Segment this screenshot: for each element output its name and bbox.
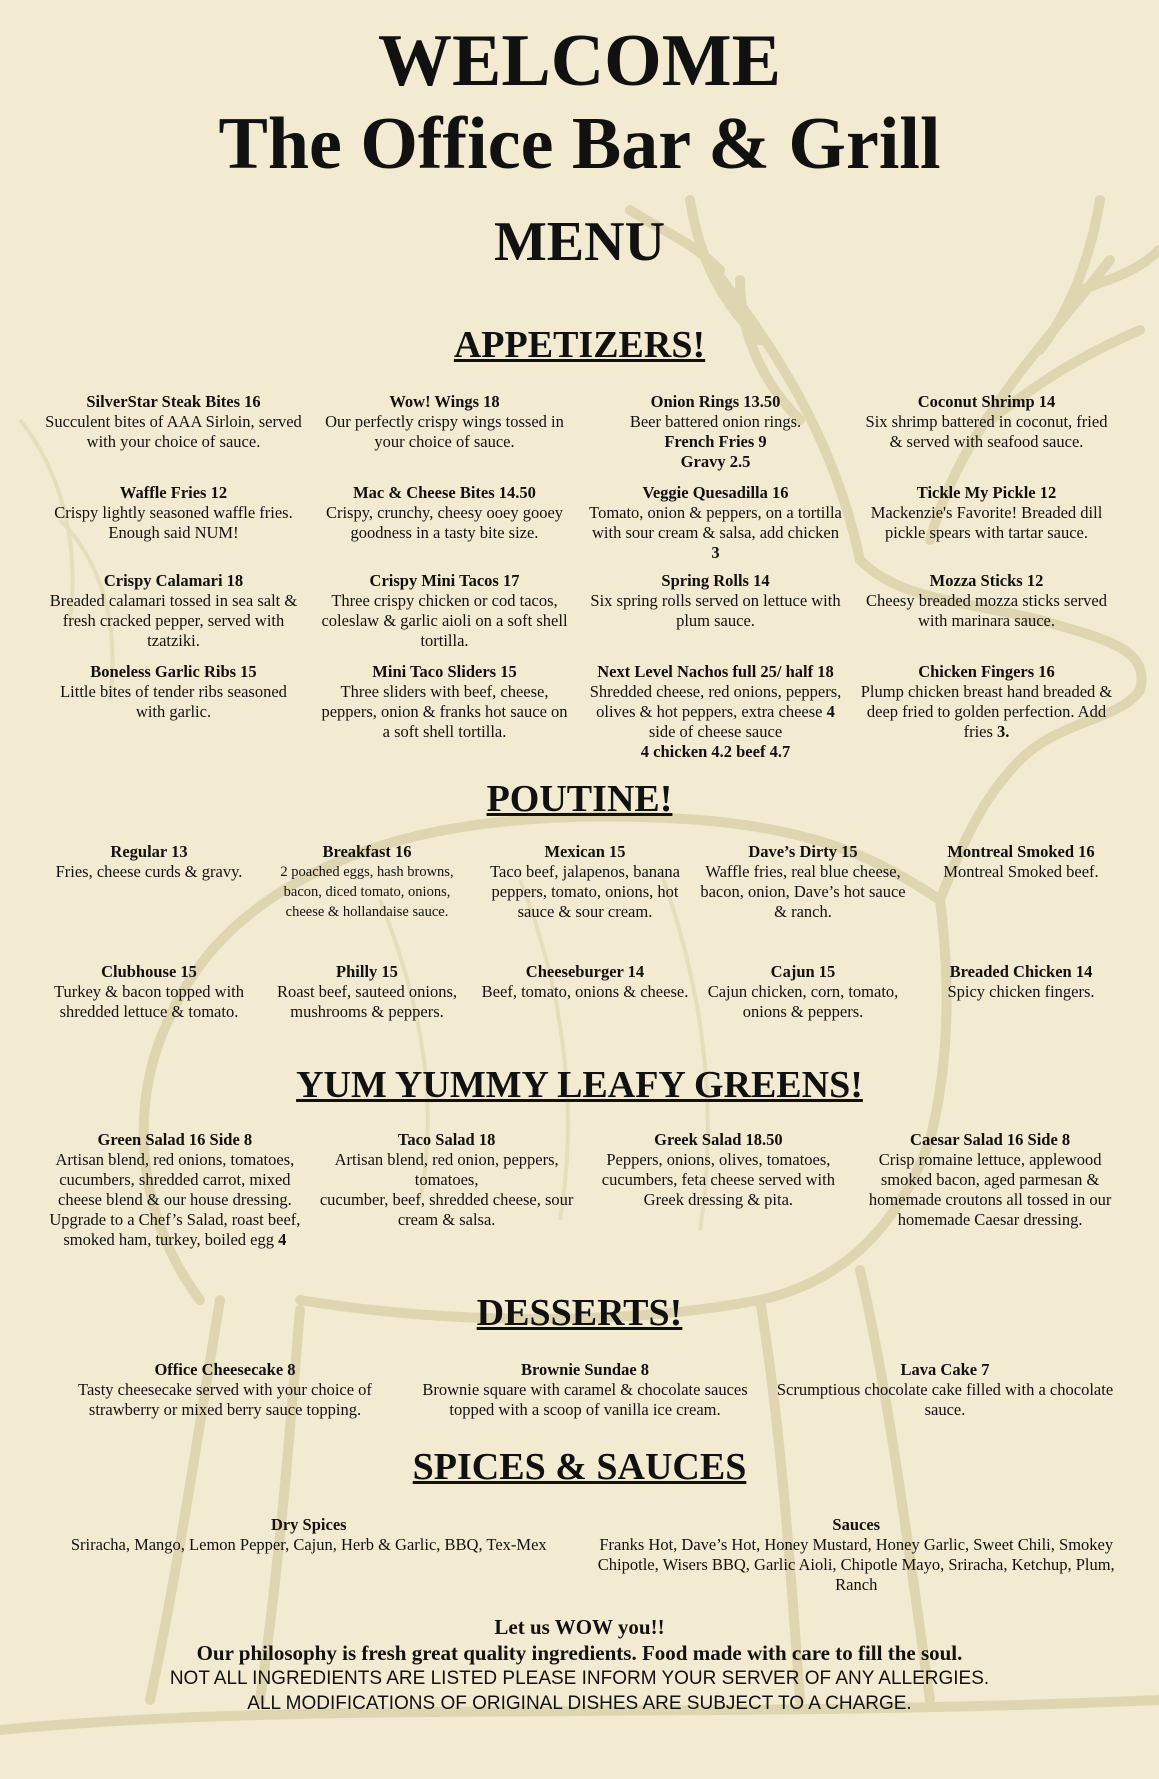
item-name: Cajun 15 <box>770 962 836 981</box>
item-description: Beer battered onion rings. <box>629 412 802 431</box>
item-name: Green Salad 16 Side 8 <box>97 1130 253 1149</box>
item-description: Three sliders with beef, cheese, peppers, onion & franks hot sauce on a soft shell tortilla. <box>321 682 568 741</box>
item-description: Scrumptious chocolate cake filled with a chocolate sauce. <box>776 1380 1114 1419</box>
item-description: Our perfectly crispy wings tossed in your choice of sauce. <box>325 412 564 451</box>
menu-item <box>317 1130 577 1250</box>
item-name: Cheeseburger 14 <box>525 962 645 981</box>
item-name: Crispy Calamari 18 <box>103 571 244 590</box>
item-name: Chicken Fingers 16 <box>918 662 1055 681</box>
menu-item <box>45 483 302 571</box>
item-name: Crispy Mini Tacos 17 <box>369 571 520 590</box>
item-name: Regular 13 <box>110 842 188 861</box>
item-price-note: 4 <box>826 702 835 721</box>
poutine-title: POUTINE! <box>486 778 673 820</box>
menu-item <box>858 483 1115 571</box>
menu-item <box>775 1360 1115 1420</box>
item-name: Philly 15 <box>336 962 398 981</box>
menu-item <box>45 962 253 1052</box>
appetizers-title: APPETIZERS! <box>453 324 706 366</box>
item-description: Brownie square with caramel & chocolate sauces topped with a scoop of vanilla ice cream. <box>422 1380 748 1419</box>
menu-item <box>263 842 471 962</box>
menu-item <box>263 962 471 1052</box>
menu-item <box>45 392 302 483</box>
item-name: SilverStar Steak Bites 16 <box>86 392 261 411</box>
item-description: Crisp romaine lettuce, applewood smoked bacon, aged parmesan & homemade croutons all tossed in our homemade Caesar dressing. <box>868 1150 1112 1229</box>
item-name: Mexican 15 <box>544 842 626 861</box>
item-name: Dave’s Dirty 15 <box>748 842 858 861</box>
item-name: Spring Rolls 14 <box>661 571 770 590</box>
item-name: Waffle Fries 12 <box>119 483 228 502</box>
item-name: Boneless Garlic Ribs 15 <box>90 662 257 681</box>
item-name: Caesar Salad 16 Side 8 <box>910 1130 1071 1149</box>
menu-item <box>316 483 573 571</box>
item-description: Plump chicken breast hand breaded & deep fried to golden perfection. Add fries <box>860 682 1113 741</box>
menu-item <box>860 1130 1120 1250</box>
item-name: Tickle My Pickle 12 <box>916 483 1057 502</box>
menu-item <box>917 842 1125 962</box>
menu-item <box>316 571 573 662</box>
item-description: Breaded calamari tossed in sea salt & fresh cracked pepper, served with tzatziki. <box>49 591 298 650</box>
desserts-title: DESSERTS! <box>476 1292 683 1334</box>
footer-philosophy: Our philosophy is fresh great quality ingredients. Food made with care to fill the soul. <box>196 1641 963 1665</box>
menu-item <box>587 662 844 761</box>
spice-group <box>45 1515 573 1595</box>
greens-grid <box>45 1130 1120 1250</box>
item-name: Onion Rings 13.50 <box>650 392 781 411</box>
item-name: Breakfast 16 <box>322 842 412 861</box>
item-description: Mackenzie's Favorite! Breaded dill pickle spears with tartar sauce. <box>870 503 1103 542</box>
item-extra: French Fries 9 <box>664 432 767 451</box>
menu-title: MENU <box>493 211 666 273</box>
item-description: Spicy chicken fingers. <box>947 982 1095 1001</box>
item-name: Greek Salad 18.50 <box>654 1130 783 1149</box>
welcome-heading: WELCOME <box>378 20 781 102</box>
item-description: Turkey & bacon topped with shredded lettuce & tomato. <box>53 982 245 1021</box>
item-name: Veggie Quesadilla 16 <box>642 483 789 502</box>
desserts-grid <box>55 1360 1115 1420</box>
item-name: Sauces <box>832 1515 881 1534</box>
item-description: Cheesy breaded mozza sticks served with marinara sauce. <box>866 591 1107 630</box>
item-description: Montreal Smoked beef. <box>943 862 1099 881</box>
item-description: Succulent bites of AAA Sirloin, served with your choice of sauce. <box>45 412 302 451</box>
header <box>0 20 1159 186</box>
menu-item <box>45 662 302 758</box>
item-price-note: 3 <box>711 543 720 562</box>
greens-title: YUM YUMMY LEAFY GREENS! <box>296 1064 863 1106</box>
item-description: Crispy, crunchy, cheesy ooey gooey goodness in a tasty bite size. <box>325 503 564 542</box>
item-description: Peppers, onions, olives, tomatoes, cucumbers, feta cheese served with Greek dressing & pita. <box>601 1150 835 1209</box>
item-name: Montreal Smoked 16 <box>947 842 1095 861</box>
menu-item <box>587 571 844 662</box>
item-extra: 4 chicken 4.2 beef 4.7 <box>640 742 791 761</box>
item-description: 2 poached eggs, hash browns, bacon, diced tomato, onions, cheese & hollandaise sauce. <box>280 864 454 920</box>
item-name: Coconut Shrimp 14 <box>917 392 1056 411</box>
menu-item <box>858 571 1115 662</box>
menu-item <box>917 962 1125 1052</box>
item-name: Brownie Sundae 8 <box>520 1360 650 1379</box>
item-description: Six spring rolls served on lettuce with plum sauce. <box>590 591 841 630</box>
menu-item <box>316 392 573 483</box>
menu-item <box>45 571 302 662</box>
menu-item <box>589 1130 849 1250</box>
menu-item <box>45 1130 305 1250</box>
item-description: Crispy lightly seasoned waffle fries. Enough said NUM! <box>54 503 293 542</box>
item-description: Roast beef, sauteed onions, mushrooms & peppers. <box>276 982 458 1021</box>
footer <box>0 1614 1159 1716</box>
item-description: Tasty cheesecake served with your choice of strawberry or mixed berry sauce topping. <box>78 1380 372 1419</box>
item-name: Mini Taco Sliders 15 <box>372 662 517 681</box>
item-description-cont: cucumber, beef, shredded cheese, sour cream & salsa. <box>319 1190 574 1229</box>
item-name: Next Level Nachos full 25/ half 18 <box>597 662 834 681</box>
item-description: Artisan blend, red onion, peppers, tomatoes, <box>334 1150 559 1189</box>
menu-item <box>481 962 689 1052</box>
appetizers-grid <box>45 392 1115 761</box>
footer-tagline: Let us WOW you!! <box>494 1615 665 1639</box>
item-description: Six shrimp battered in coconut, fried & served with seafood sauce. <box>865 412 1108 451</box>
item-description: Fries, cheese curds & gravy. <box>55 862 243 881</box>
poutine-grid <box>45 842 1125 1052</box>
menu-item <box>45 842 253 962</box>
menu-item <box>858 392 1115 483</box>
spices-title: SPICES & SAUCES <box>412 1446 747 1488</box>
footer-allergy-notice: NOT ALL INGREDIENTS ARE LISTED PLEASE INFORM YOUR SERVER OF ANY ALLERGIES. <box>169 1668 990 1689</box>
item-description: Taco beef, jalapenos, banana peppers, tomato, onions, hot sauce & sour cream. <box>490 862 680 921</box>
item-name: Wow! Wings 18 <box>389 392 500 411</box>
item-name: Clubhouse 15 <box>101 962 197 981</box>
item-description: Waffle fries, real blue cheese, bacon, onion, Dave’s hot sauce & ranch. <box>700 862 906 921</box>
item-name: Taco Salad 18 <box>397 1130 496 1149</box>
menu-item <box>699 842 907 962</box>
item-name: Mozza Sticks 12 <box>929 571 1044 590</box>
item-name: Mac & Cheese Bites 14.50 <box>353 483 536 502</box>
item-description-cont: side of cheese sauce <box>648 722 783 741</box>
menu-item <box>699 962 907 1052</box>
menu-item <box>587 392 844 483</box>
spices-grid <box>45 1515 1120 1595</box>
item-description: Artisan blend, red onions, tomatoes, cucumbers, shredded carrot, mixed cheese blend & our house dressing. Upgrade to a Chef’s Salad, roast beef, smoked ham, turkey, boiled egg <box>49 1150 301 1249</box>
item-description: Sriracha, Mango, Lemon Pepper, Cajun, Herb & Garlic, BBQ, Tex-Mex <box>70 1535 547 1554</box>
item-description: Three crispy chicken or cod tacos, coleslaw & garlic aioli on a soft shell tortilla. <box>321 591 568 650</box>
menu-item <box>55 1360 395 1420</box>
item-name: Office Cheesecake 8 <box>154 1360 296 1379</box>
footer-modification-notice: ALL MODIFICATIONS OF ORIGINAL DISHES ARE SUBJECT TO A CHARGE. <box>247 1693 912 1714</box>
item-name: Lava Cake 7 <box>900 1360 990 1379</box>
item-description: Beef, tomato, onions & cheese. <box>481 982 689 1001</box>
menu-item <box>316 662 573 758</box>
item-description: Cajun chicken, corn, tomato, onions & peppers. <box>707 982 899 1021</box>
menu-item <box>858 662 1115 758</box>
item-price-note: 3. <box>997 722 1010 741</box>
restaurant-name: The Office Bar & Grill <box>218 102 941 185</box>
item-description: Tomato, onion & peppers, on a tortilla with sour cream & salsa, add chicken <box>589 503 842 542</box>
spice-group <box>593 1515 1121 1595</box>
item-price-note: 4 <box>278 1230 287 1249</box>
menu-item <box>481 842 689 962</box>
item-description: Shredded cheese, red onions, peppers, olives & hot peppers, extra cheese <box>589 682 842 721</box>
item-name: Dry Spices <box>270 1515 347 1534</box>
item-extra: Gravy 2.5 <box>680 452 751 471</box>
item-description: Little bites of tender ribs seasoned with garlic. <box>60 682 287 721</box>
menu-item <box>415 1360 755 1420</box>
item-name: Breaded Chicken 14 <box>949 962 1093 981</box>
menu-item <box>587 483 844 571</box>
item-description: Franks Hot, Dave’s Hot, Honey Mustard, Honey Garlic, Sweet Chili, Smokey Chipotle, Wisers BBQ, Garlic Aioli, Chipotle Mayo, Sriracha, Ketchup, Plum, Ranch <box>597 1535 1115 1594</box>
